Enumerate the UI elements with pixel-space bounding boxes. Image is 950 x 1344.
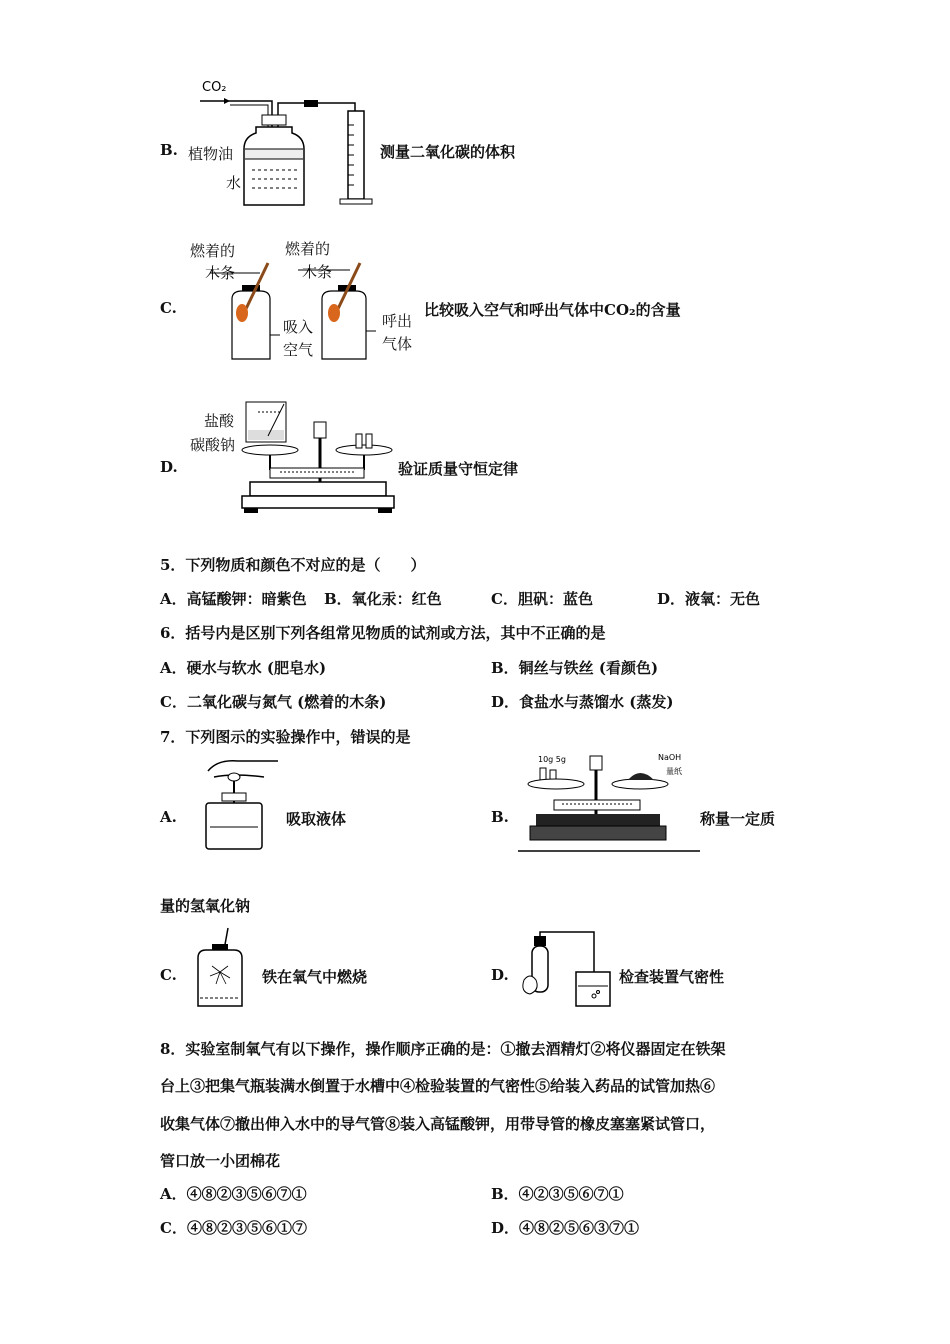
q4-option-c-label: C. [160,299,177,317]
fig-exhaled-label-1: 呼出 [382,312,413,330]
fig-right-stick-label-1: 燃着的 [285,240,331,258]
q6-option-b: B．铜丝与铁丝 (看颜色) [491,659,659,677]
fig-acid-label: 盐酸 [204,412,235,430]
q4-option-b-text: 测量二氧化碳的体积 [380,143,516,161]
co2-volume-apparatus-figure [180,75,380,205]
q7-option-c-label: C. [160,966,177,984]
mass-conservation-balance-figure [240,400,390,515]
q5-option-b: B．氧化汞：红色 [324,590,442,608]
q6-stem: 6．括号内是区别下列各组常见物质的试剂或方法，其中不正确的是 [160,624,606,642]
q8-option-c: C．④⑧②③⑤⑥①⑦ [160,1219,307,1237]
q7-stem: 7．下列图示的实验操作中，错误的是 [160,728,411,746]
q4-option-d-text: 验证质量守恒定律 [398,460,519,478]
q5-option-a: A．高锰酸钾：暗紫色 [160,590,307,608]
fig-exhaled-label-2: 气体 [382,335,413,353]
q8-stem-line-4: 管口放一小团棉花 [160,1152,281,1170]
q7-option-b-label: B. [491,808,509,826]
q8-stem-line-2: 台上③把集气瓶装满水倒置于水槽中④检验装置的气密性⑤给装入药品的试管加热⑥ [160,1077,716,1095]
q4-option-d-label: D. [160,458,178,476]
q6-option-a: A．硬水与软水 (肥皂水) [160,659,327,677]
q4-option-b-label: B. [160,141,178,159]
fig-inhaled-label-1: 吸入 [283,318,314,336]
fig-co2-label: CO₂ [202,80,227,95]
q6-option-d: D．食盐水与蒸馏水 (蒸发) [491,693,674,711]
q8-option-a: A．④⑧②③⑤⑥⑦① [160,1185,307,1203]
q7-option-d-label: D. [491,966,509,984]
fig-water-label: 水 [226,174,242,192]
fig-left-stick-label-1: 燃着的 [190,242,236,260]
q5-option-d: D．液氧：无色 [657,590,761,608]
fig-inhaled-label-2: 空气 [283,341,314,359]
q5-stem: 5．下列物质和颜色不对应的是（ ） [160,556,426,574]
q6-option-c: C．二氧化碳与氮气 (燃着的木条) [160,693,387,711]
q7-option-a-text: 吸取液体 [286,810,347,828]
fig-naoh-label: NaOH [658,753,682,762]
weighing-naoh-figure [518,752,700,854]
q7-option-b-text: 称量一定质 [700,810,776,828]
fig-salt-label: 碳酸钠 [190,436,236,454]
q7-option-c-text: 铁在氧气中燃烧 [262,968,368,986]
q8-option-d: D．④⑧②⑤⑥③⑦① [491,1219,640,1237]
q4-option-c-text: 比较吸入空气和呼出气体中CO₂的含量 [424,301,681,319]
q7-option-a-label: A. [160,808,177,826]
airtightness-check-figure [518,930,618,1010]
fig-left-stick-label-2: 木条 [205,264,236,282]
q7-option-d-text: 检查装置气密性 [619,968,725,986]
fig-weights-label: 10g 5g [538,755,566,764]
fig-oil-label: 植物油 [188,145,234,163]
fig-paper-label: 量纸 [666,767,682,776]
q8-stem-line-1: 8．实验室制氧气有以下操作，操作顺序正确的是：①撤去酒精灯②将仪器固定在铁架 [160,1040,726,1058]
q5-option-c: C．胆矾：蓝色 [491,590,593,608]
fig-right-stick-label-2: 木条 [302,263,333,281]
dropper-liquid-figure [200,755,285,855]
q8-stem-line-3: 收集气体⑦撤出伸入水中的导气管⑧装入高锰酸钾，用带导管的橡皮塞塞紧试管口， [160,1115,716,1133]
q7-option-b-text-cont: 量的氢氧化钠 [160,897,251,915]
iron-burning-figure [194,928,246,1010]
q8-option-b: B．④②③⑤⑥⑦① [491,1185,624,1203]
